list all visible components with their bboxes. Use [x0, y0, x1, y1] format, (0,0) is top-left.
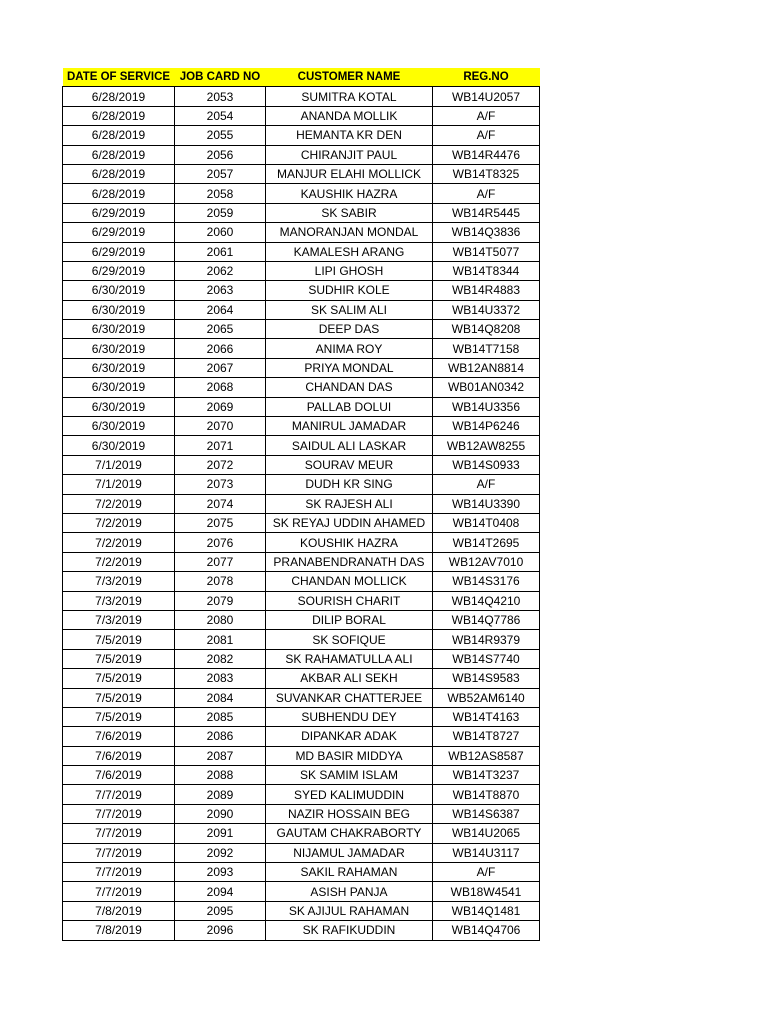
cell-customer-name: KOUSHIK HAZRA [266, 533, 433, 552]
cell-reg-no: WB14U3372 [433, 300, 540, 319]
cell-job-card-no: 2070 [175, 417, 266, 436]
cell-job-card-no: 2065 [175, 320, 266, 339]
table-row [63, 882, 540, 901]
cell-customer-name: DUDH KR SING [266, 475, 433, 494]
cell-job-card-no: 2054 [175, 106, 266, 125]
table-row [63, 145, 540, 164]
cell-date-of-service: 7/3/2019 [63, 591, 175, 610]
cell-job-card-no: 2081 [175, 630, 266, 649]
cell-reg-no: WB14T2695 [433, 533, 540, 552]
cell-date-of-service: 6/28/2019 [63, 164, 175, 183]
cell-reg-no: WB14Q7786 [433, 610, 540, 629]
cell-date-of-service: 7/5/2019 [63, 630, 175, 649]
table-row [63, 552, 540, 571]
cell-customer-name: SK RAFIKUDDIN [266, 921, 433, 940]
cell-reg-no: A/F [433, 126, 540, 145]
table-row [63, 397, 540, 416]
table-row [63, 824, 540, 843]
cell-date-of-service: 6/30/2019 [63, 320, 175, 339]
cell-customer-name: GAUTAM CHAKRABORTY [266, 824, 433, 843]
table-row [63, 436, 540, 455]
cell-customer-name: SUMITRA KOTAL [266, 87, 433, 106]
cell-customer-name: SUDHIR KOLE [266, 281, 433, 300]
cell-date-of-service: 7/2/2019 [63, 494, 175, 513]
cell-date-of-service: 7/5/2019 [63, 669, 175, 688]
cell-customer-name: DEEP DAS [266, 320, 433, 339]
cell-reg-no: WB14U2057 [433, 87, 540, 106]
cell-date-of-service: 6/30/2019 [63, 417, 175, 436]
cell-job-card-no: 2067 [175, 358, 266, 377]
table-row [63, 106, 540, 125]
cell-job-card-no: 2053 [175, 87, 266, 106]
cell-job-card-no: 2079 [175, 591, 266, 610]
cell-job-card-no: 2083 [175, 669, 266, 688]
cell-job-card-no: 2078 [175, 572, 266, 591]
cell-customer-name: SOURAV MEUR [266, 455, 433, 474]
cell-job-card-no: 2075 [175, 513, 266, 532]
cell-date-of-service: 6/30/2019 [63, 339, 175, 358]
cell-reg-no: WB14P6246 [433, 417, 540, 436]
cell-job-card-no: 2085 [175, 707, 266, 726]
cell-customer-name: PRIYA MONDAL [266, 358, 433, 377]
table-row [63, 630, 540, 649]
cell-job-card-no: 2082 [175, 649, 266, 668]
cell-job-card-no: 2064 [175, 300, 266, 319]
table-row [63, 184, 540, 203]
table-row [63, 766, 540, 785]
cell-job-card-no: 2077 [175, 552, 266, 571]
cell-customer-name: SOURISH CHARIT [266, 591, 433, 610]
cell-customer-name: SK SABIR [266, 203, 433, 222]
cell-customer-name: NIJAMUL JAMADAR [266, 843, 433, 862]
cell-reg-no: WB14T7158 [433, 339, 540, 358]
cell-reg-no: WB01AN0342 [433, 378, 540, 397]
cell-date-of-service: 7/7/2019 [63, 882, 175, 901]
cell-reg-no: WB12AV7010 [433, 552, 540, 571]
cell-customer-name: KAMALESH ARANG [266, 242, 433, 261]
header-date-of-service: DATE OF SERVICE [63, 68, 175, 87]
cell-job-card-no: 2096 [175, 921, 266, 940]
cell-customer-name: CHIRANJIT PAUL [266, 145, 433, 164]
cell-reg-no: WB14S7740 [433, 649, 540, 668]
cell-customer-name: CHANDAN DAS [266, 378, 433, 397]
cell-job-card-no: 2074 [175, 494, 266, 513]
cell-customer-name: SAIDUL ALI LASKAR [266, 436, 433, 455]
cell-reg-no: WB14S6387 [433, 804, 540, 823]
cell-job-card-no: 2069 [175, 397, 266, 416]
cell-job-card-no: 2072 [175, 455, 266, 474]
cell-job-card-no: 2073 [175, 475, 266, 494]
cell-date-of-service: 6/28/2019 [63, 126, 175, 145]
cell-date-of-service: 6/30/2019 [63, 358, 175, 377]
table-row [63, 843, 540, 862]
cell-date-of-service: 6/29/2019 [63, 203, 175, 222]
cell-reg-no: WB52AM6140 [433, 688, 540, 707]
cell-customer-name: CHANDAN MOLLICK [266, 572, 433, 591]
table-row [63, 804, 540, 823]
cell-customer-name: MANIRUL JAMADAR [266, 417, 433, 436]
cell-reg-no: WB14Q8208 [433, 320, 540, 339]
cell-reg-no: WB14U3117 [433, 843, 540, 862]
table-row [63, 610, 540, 629]
cell-customer-name: SYED KALIMUDDIN [266, 785, 433, 804]
table-row [63, 746, 540, 765]
cell-reg-no: WB14T8344 [433, 261, 540, 280]
cell-job-card-no: 2076 [175, 533, 266, 552]
cell-customer-name: SUBHENDU DEY [266, 707, 433, 726]
cell-date-of-service: 6/29/2019 [63, 223, 175, 242]
cell-reg-no: A/F [433, 184, 540, 203]
cell-date-of-service: 6/29/2019 [63, 261, 175, 280]
table-row [63, 358, 540, 377]
table-row [63, 494, 540, 513]
cell-reg-no: WB14T8870 [433, 785, 540, 804]
cell-job-card-no: 2071 [175, 436, 266, 455]
cell-customer-name: SK AJIJUL RAHAMAN [266, 901, 433, 920]
cell-date-of-service: 7/7/2019 [63, 804, 175, 823]
table-row [63, 901, 540, 920]
cell-reg-no: WB14S3176 [433, 572, 540, 591]
cell-job-card-no: 2066 [175, 339, 266, 358]
cell-date-of-service: 6/28/2019 [63, 106, 175, 125]
cell-reg-no: WB14Q1481 [433, 901, 540, 920]
cell-job-card-no: 2060 [175, 223, 266, 242]
cell-reg-no: WB14Q4210 [433, 591, 540, 610]
cell-date-of-service: 7/7/2019 [63, 785, 175, 804]
cell-customer-name: MANJUR ELAHI MOLLICK [266, 164, 433, 183]
cell-job-card-no: 2087 [175, 746, 266, 765]
cell-job-card-no: 2086 [175, 727, 266, 746]
cell-job-card-no: 2092 [175, 843, 266, 862]
cell-date-of-service: 6/30/2019 [63, 300, 175, 319]
service-table [62, 68, 540, 941]
table-row [63, 242, 540, 261]
table-row [63, 203, 540, 222]
cell-job-card-no: 2093 [175, 863, 266, 882]
cell-customer-name: PRANABENDRANATH DAS [266, 552, 433, 571]
table-row [63, 688, 540, 707]
cell-reg-no: WB14T0408 [433, 513, 540, 532]
cell-date-of-service: 7/7/2019 [63, 824, 175, 843]
cell-reg-no: WB18W4541 [433, 882, 540, 901]
cell-job-card-no: 2090 [175, 804, 266, 823]
cell-date-of-service: 6/30/2019 [63, 397, 175, 416]
cell-job-card-no: 2058 [175, 184, 266, 203]
cell-customer-name: DIPANKAR ADAK [266, 727, 433, 746]
cell-reg-no: WB14S9583 [433, 669, 540, 688]
service-sheet [62, 68, 540, 941]
cell-job-card-no: 2059 [175, 203, 266, 222]
table-row [63, 87, 540, 106]
table-row [63, 533, 540, 552]
cell-customer-name: ASISH PANJA [266, 882, 433, 901]
cell-customer-name: SK SOFIQUE [266, 630, 433, 649]
cell-reg-no: A/F [433, 106, 540, 125]
cell-date-of-service: 7/5/2019 [63, 688, 175, 707]
cell-date-of-service: 7/7/2019 [63, 863, 175, 882]
cell-job-card-no: 2080 [175, 610, 266, 629]
table-row [63, 320, 540, 339]
cell-job-card-no: 2061 [175, 242, 266, 261]
cell-reg-no: A/F [433, 475, 540, 494]
table-body [63, 87, 540, 940]
header-row [63, 68, 540, 87]
cell-date-of-service: 7/2/2019 [63, 533, 175, 552]
cell-date-of-service: 7/6/2019 [63, 727, 175, 746]
cell-date-of-service: 7/8/2019 [63, 921, 175, 940]
cell-date-of-service: 7/1/2019 [63, 475, 175, 494]
table-row [63, 863, 540, 882]
cell-reg-no: WB14R4883 [433, 281, 540, 300]
cell-date-of-service: 6/28/2019 [63, 145, 175, 164]
table-row [63, 223, 540, 242]
cell-reg-no: WB14Q3836 [433, 223, 540, 242]
table-row [63, 261, 540, 280]
cell-customer-name: SUVANKAR CHATTERJEE [266, 688, 433, 707]
cell-job-card-no: 2062 [175, 261, 266, 280]
cell-reg-no: WB14U3356 [433, 397, 540, 416]
cell-job-card-no: 2055 [175, 126, 266, 145]
cell-date-of-service: 7/3/2019 [63, 610, 175, 629]
cell-reg-no: WB14T5077 [433, 242, 540, 261]
header-job-card-no: JOB CARD NO [175, 68, 266, 87]
cell-job-card-no: 2094 [175, 882, 266, 901]
cell-customer-name: ANANDA MOLLIK [266, 106, 433, 125]
cell-date-of-service: 6/30/2019 [63, 378, 175, 397]
table-row [63, 475, 540, 494]
cell-reg-no: WB14Q4706 [433, 921, 540, 940]
cell-reg-no: WB14S0933 [433, 455, 540, 474]
table-row [63, 513, 540, 532]
cell-customer-name: SK RAHAMATULLA ALI [266, 649, 433, 668]
table-row [63, 339, 540, 358]
table-row [63, 591, 540, 610]
table-row [63, 707, 540, 726]
cell-customer-name: SK RAJESH ALI [266, 494, 433, 513]
cell-job-card-no: 2089 [175, 785, 266, 804]
table-row [63, 126, 540, 145]
header-customer-name: CUSTOMER NAME [266, 68, 433, 87]
cell-customer-name: ANIMA ROY [266, 339, 433, 358]
cell-customer-name: SK SALIM ALI [266, 300, 433, 319]
cell-reg-no: WB14U2065 [433, 824, 540, 843]
cell-customer-name: SK REYAJ UDDIN AHAMED [266, 513, 433, 532]
cell-customer-name: PALLAB DOLUI [266, 397, 433, 416]
cell-job-card-no: 2068 [175, 378, 266, 397]
cell-customer-name: LIPI GHOSH [266, 261, 433, 280]
cell-customer-name: SAKIL RAHAMAN [266, 863, 433, 882]
cell-job-card-no: 2057 [175, 164, 266, 183]
cell-customer-name: KAUSHIK HAZRA [266, 184, 433, 203]
cell-job-card-no: 2091 [175, 824, 266, 843]
cell-reg-no: WB12AN8814 [433, 358, 540, 377]
cell-date-of-service: 7/6/2019 [63, 766, 175, 785]
table-row [63, 921, 540, 940]
cell-date-of-service: 7/5/2019 [63, 649, 175, 668]
cell-reg-no: WB12AW8255 [433, 436, 540, 455]
cell-customer-name: NAZIR HOSSAIN BEG [266, 804, 433, 823]
table-header [63, 68, 540, 87]
cell-customer-name: MD BASIR MIDDYA [266, 746, 433, 765]
cell-customer-name: MANORANJAN MONDAL [266, 223, 433, 242]
table-row [63, 164, 540, 183]
cell-reg-no: WB14T4163 [433, 707, 540, 726]
cell-job-card-no: 2056 [175, 145, 266, 164]
cell-job-card-no: 2063 [175, 281, 266, 300]
cell-date-of-service: 7/1/2019 [63, 455, 175, 474]
cell-date-of-service: 7/7/2019 [63, 843, 175, 862]
table-row [63, 649, 540, 668]
cell-reg-no: WB14R5445 [433, 203, 540, 222]
cell-date-of-service: 7/2/2019 [63, 552, 175, 571]
cell-date-of-service: 7/3/2019 [63, 572, 175, 591]
cell-date-of-service: 7/2/2019 [63, 513, 175, 532]
table-row [63, 727, 540, 746]
table-row [63, 455, 540, 474]
cell-job-card-no: 2095 [175, 901, 266, 920]
cell-date-of-service: 6/28/2019 [63, 184, 175, 203]
cell-reg-no: WB14T8727 [433, 727, 540, 746]
table-row [63, 378, 540, 397]
table-row [63, 785, 540, 804]
table-row [63, 669, 540, 688]
cell-date-of-service: 6/29/2019 [63, 242, 175, 261]
cell-reg-no: WB14R4476 [433, 145, 540, 164]
cell-customer-name: AKBAR ALI SEKH [266, 669, 433, 688]
cell-reg-no: WB14U3390 [433, 494, 540, 513]
cell-reg-no: WB12AS8587 [433, 746, 540, 765]
table-row [63, 417, 540, 436]
cell-reg-no: WB14R9379 [433, 630, 540, 649]
cell-date-of-service: 6/30/2019 [63, 281, 175, 300]
cell-date-of-service: 7/5/2019 [63, 707, 175, 726]
cell-job-card-no: 2084 [175, 688, 266, 707]
cell-customer-name: DILIP BORAL [266, 610, 433, 629]
cell-customer-name: SK SAMIM ISLAM [266, 766, 433, 785]
table-row [63, 300, 540, 319]
cell-date-of-service: 7/8/2019 [63, 901, 175, 920]
table-row [63, 572, 540, 591]
cell-job-card-no: 2088 [175, 766, 266, 785]
cell-date-of-service: 6/28/2019 [63, 87, 175, 106]
header-reg-no: REG.NO [433, 68, 540, 87]
cell-customer-name: HEMANTA KR DEN [266, 126, 433, 145]
cell-date-of-service: 7/6/2019 [63, 746, 175, 765]
cell-reg-no: WB14T3237 [433, 766, 540, 785]
table-row [63, 281, 540, 300]
cell-reg-no: WB14T8325 [433, 164, 540, 183]
cell-reg-no: A/F [433, 863, 540, 882]
cell-date-of-service: 6/30/2019 [63, 436, 175, 455]
